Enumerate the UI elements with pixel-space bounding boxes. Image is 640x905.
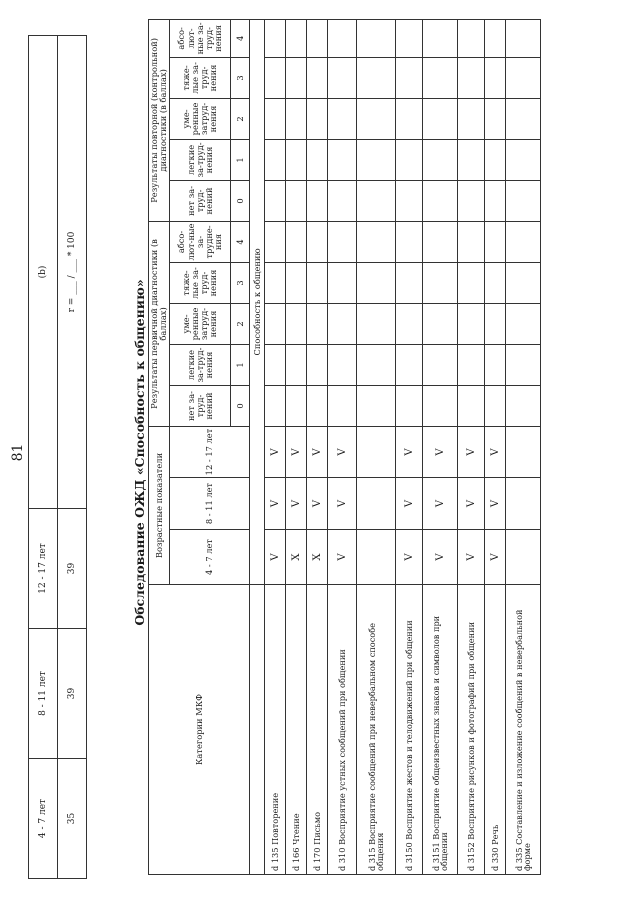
score-cell[interactable] — [357, 19, 396, 57]
primary-score-4: 4 — [231, 221, 250, 262]
score-cell[interactable] — [458, 57, 485, 98]
score-cell[interactable] — [458, 221, 485, 262]
table-row — [485, 19, 506, 874]
age-mark-cell — [506, 427, 541, 478]
score-cell[interactable] — [506, 180, 541, 221]
score-cell[interactable] — [307, 345, 328, 386]
score-cell[interactable] — [357, 139, 396, 180]
score-cell[interactable] — [485, 180, 506, 221]
age-value-2: 39 — [58, 629, 87, 759]
category-cell: d 3150 Восприятие жестов и телодвижений при общении — [396, 585, 423, 875]
age-mark-cell: V — [396, 427, 423, 478]
score-cell[interactable] — [485, 345, 506, 386]
page-number: 81 — [10, 443, 26, 462]
score-cell[interactable] — [286, 345, 307, 386]
category-cell: d 170 Письмо — [307, 585, 328, 875]
score-cell[interactable] — [265, 386, 286, 427]
score-cell[interactable] — [423, 263, 458, 304]
score-cell[interactable] — [328, 386, 357, 427]
category-cell: d 330 Речь — [485, 585, 506, 875]
age-mark-cell: V — [265, 478, 286, 530]
section-label: Способность к общению — [250, 19, 265, 584]
score-cell[interactable] — [357, 345, 396, 386]
score-cell[interactable] — [357, 304, 396, 345]
age-value-3: 39 — [58, 509, 87, 629]
score-cell[interactable] — [396, 345, 423, 386]
score-cell[interactable] — [396, 304, 423, 345]
table-row — [396, 19, 423, 874]
age-mark-cell: X — [307, 530, 328, 585]
category-cell: d 310 Восприятие устных сообщений при общении — [328, 585, 357, 875]
formula-cell: r = ___ / ___ * 100 — [58, 36, 87, 509]
score-cell[interactable] — [265, 57, 286, 98]
table-row — [265, 19, 286, 874]
age-mark-cell — [506, 530, 541, 585]
primary-col-0: нет за-труд-нений — [170, 386, 231, 427]
score-cell[interactable] — [396, 180, 423, 221]
score-cell[interactable] — [423, 304, 458, 345]
age-mark-cell: V — [396, 478, 423, 530]
score-cell[interactable] — [423, 57, 458, 98]
category-header: Категории МКФ — [149, 585, 250, 875]
age-mark-cell: V — [396, 530, 423, 585]
repeat-col-2: уме-ренные затруд-нения — [170, 98, 231, 139]
age-mark-cell — [357, 478, 396, 530]
score-cell[interactable] — [458, 19, 485, 57]
table-row — [286, 19, 307, 874]
age-mark-cell: V — [423, 478, 458, 530]
score-cell[interactable] — [506, 304, 541, 345]
score-cell[interactable] — [396, 263, 423, 304]
age-mark-cell: V — [265, 427, 286, 478]
score-cell[interactable] — [423, 221, 458, 262]
age-col-4-7: 4 - 7 лет — [170, 530, 250, 585]
score-cell[interactable] — [286, 180, 307, 221]
score-cell[interactable] — [307, 57, 328, 98]
score-cell[interactable] — [328, 139, 357, 180]
score-cell[interactable] — [423, 139, 458, 180]
page-title: Обследование ОЖД «Способность к общению» — [132, 279, 147, 626]
score-cell[interactable] — [506, 263, 541, 304]
score-cell[interactable] — [265, 139, 286, 180]
repeat-score-0: 0 — [231, 180, 250, 221]
score-cell[interactable] — [265, 345, 286, 386]
repeat-score-2: 2 — [231, 98, 250, 139]
table-row — [506, 19, 541, 874]
age-mark-cell: V — [307, 427, 328, 478]
score-cell[interactable] — [307, 180, 328, 221]
score-cell[interactable] — [458, 139, 485, 180]
age-mark-cell: V — [458, 530, 485, 585]
score-cell[interactable] — [458, 304, 485, 345]
age-mark-cell: V — [485, 530, 506, 585]
score-cell[interactable] — [423, 19, 458, 57]
score-cell[interactable] — [485, 263, 506, 304]
category-cell: d 315 Восприятие сообщений при невербальном способе общения — [357, 585, 396, 875]
primary-score-2: 2 — [231, 304, 250, 345]
score-cell[interactable] — [357, 57, 396, 98]
score-cell[interactable] — [286, 98, 307, 139]
score-cell[interactable] — [286, 19, 307, 57]
score-cell[interactable] — [265, 180, 286, 221]
score-cell[interactable] — [396, 57, 423, 98]
age-header-3: 12 - 17 лет — [29, 509, 58, 629]
score-cell[interactable] — [506, 221, 541, 262]
repeat-diagnostics-header: Результаты повторной (контрольной) диагностики (в баллах) — [149, 19, 170, 221]
category-cell: d 166 Чтение — [286, 585, 307, 875]
score-cell[interactable] — [506, 98, 541, 139]
category-cell: d 335 Составление и изложение сообщений в невербальной форме — [506, 585, 541, 875]
repeat-col-3: тяже-лые за-труд-нения — [170, 57, 231, 98]
score-cell[interactable] — [485, 386, 506, 427]
score-cell[interactable] — [328, 304, 357, 345]
category-cell: d 3152 Восприятие рисунков и фотографий при общении — [458, 585, 485, 875]
score-cell[interactable] — [357, 180, 396, 221]
age-mark-cell: V — [458, 427, 485, 478]
score-cell[interactable] — [506, 139, 541, 180]
primary-col-3: тяже-лые за-труд-нения — [170, 263, 231, 304]
score-cell[interactable] — [485, 139, 506, 180]
communication-assessment-table — [148, 19, 541, 875]
score-cell[interactable] — [458, 345, 485, 386]
score-cell[interactable] — [357, 263, 396, 304]
score-cell[interactable] — [423, 180, 458, 221]
score-cell[interactable] — [485, 19, 506, 57]
age-mark-cell — [506, 478, 541, 530]
age-col-12-17: 12 - 17 лет — [170, 427, 250, 478]
age-mark-cell: V — [328, 427, 357, 478]
score-cell[interactable] — [458, 98, 485, 139]
primary-col-4: абсо-лют-ные за-трудне-ния — [170, 221, 231, 262]
age-mark-cell: V — [485, 478, 506, 530]
score-cell[interactable] — [307, 139, 328, 180]
score-cell[interactable] — [328, 19, 357, 57]
score-cell[interactable] — [485, 304, 506, 345]
age-header-1: 4 - 7 лет — [29, 759, 58, 879]
score-cell[interactable] — [286, 221, 307, 262]
table-row — [328, 19, 357, 874]
repeat-score-3: 3 — [231, 57, 250, 98]
category-cell: d 3151 Восприятие общеизвестных знаков и символов при общении — [423, 585, 458, 875]
score-cell[interactable] — [328, 98, 357, 139]
age-mark-cell: V — [265, 530, 286, 585]
primary-col-2: уме-ренные затруд-нения — [170, 304, 231, 345]
score-cell[interactable] — [286, 263, 307, 304]
age-mark-cell: V — [458, 478, 485, 530]
age-norms-table — [28, 35, 87, 879]
score-cell[interactable] — [265, 98, 286, 139]
score-cell[interactable] — [307, 98, 328, 139]
age-mark-cell: V — [286, 427, 307, 478]
score-cell[interactable] — [328, 345, 357, 386]
table-row — [357, 19, 396, 874]
score-cell[interactable] — [357, 386, 396, 427]
age-mark-cell: V — [307, 478, 328, 530]
score-cell[interactable] — [396, 19, 423, 57]
score-cell[interactable] — [396, 98, 423, 139]
score-cell[interactable] — [265, 221, 286, 262]
score-cell[interactable] — [286, 57, 307, 98]
score-cell[interactable] — [328, 221, 357, 262]
age-col-8-11: 8 - 11 лет — [170, 478, 250, 530]
primary-score-0: 0 — [231, 386, 250, 427]
age-mark-cell — [357, 427, 396, 478]
primary-score-1: 1 — [231, 345, 250, 386]
score-cell[interactable] — [458, 263, 485, 304]
repeat-col-1: легкие за-труд-нения — [170, 139, 231, 180]
score-cell[interactable] — [307, 19, 328, 57]
score-cell[interactable] — [423, 98, 458, 139]
category-cell: d 135 Повторение — [265, 585, 286, 875]
primary-diagnostics-header: Результаты первичной диагностики (в баллах) — [149, 221, 170, 426]
repeat-col-4: абсо-лют-ные за-труд-нения — [170, 19, 231, 57]
score-cell[interactable] — [307, 304, 328, 345]
b-header: (b) — [29, 36, 58, 509]
table-row — [458, 19, 485, 874]
score-cell[interactable] — [265, 263, 286, 304]
score-cell[interactable] — [286, 139, 307, 180]
score-cell[interactable] — [396, 221, 423, 262]
score-cell[interactable] — [396, 139, 423, 180]
table-row — [423, 19, 458, 874]
score-cell[interactable] — [328, 57, 357, 98]
score-cell[interactable] — [265, 19, 286, 57]
age-mark-cell — [357, 530, 396, 585]
age-mark-cell: V — [423, 427, 458, 478]
age-header-2: 8 - 11 лет — [29, 629, 58, 759]
score-cell[interactable] — [307, 221, 328, 262]
score-cell[interactable] — [485, 221, 506, 262]
age-mark-cell: X — [286, 530, 307, 585]
score-cell[interactable] — [328, 180, 357, 221]
score-cell[interactable] — [506, 57, 541, 98]
score-cell[interactable] — [485, 57, 506, 98]
score-cell[interactable] — [506, 345, 541, 386]
age-mark-cell: V — [328, 530, 357, 585]
score-cell[interactable] — [506, 19, 541, 57]
primary-score-3: 3 — [231, 263, 250, 304]
score-cell[interactable] — [458, 386, 485, 427]
score-cell[interactable] — [485, 98, 506, 139]
age-mark-cell: V — [328, 478, 357, 530]
age-mark-cell: V — [286, 478, 307, 530]
repeat-score-1: 1 — [231, 139, 250, 180]
score-cell[interactable] — [396, 386, 423, 427]
score-cell[interactable] — [423, 386, 458, 427]
score-cell[interactable] — [265, 304, 286, 345]
score-cell[interactable] — [286, 386, 307, 427]
score-cell[interactable] — [307, 263, 328, 304]
table-row — [307, 19, 328, 874]
primary-col-1: легкие за-труд-нения — [170, 345, 231, 386]
score-cell[interactable] — [357, 98, 396, 139]
repeat-col-0: нет за-труд-нений — [170, 180, 231, 221]
score-cell[interactable] — [423, 345, 458, 386]
table-body — [250, 19, 541, 874]
age-mark-cell: V — [423, 530, 458, 585]
score-cell[interactable] — [328, 263, 357, 304]
score-cell[interactable] — [506, 386, 541, 427]
age-mark-cell: V — [485, 427, 506, 478]
score-cell[interactable] — [286, 304, 307, 345]
score-cell[interactable] — [458, 180, 485, 221]
age-group-header: Возрастные показатели — [149, 427, 170, 585]
age-value-1: 35 — [58, 759, 87, 879]
score-cell[interactable] — [307, 386, 328, 427]
repeat-score-4: 4 — [231, 19, 250, 57]
score-cell[interactable] — [357, 221, 396, 262]
